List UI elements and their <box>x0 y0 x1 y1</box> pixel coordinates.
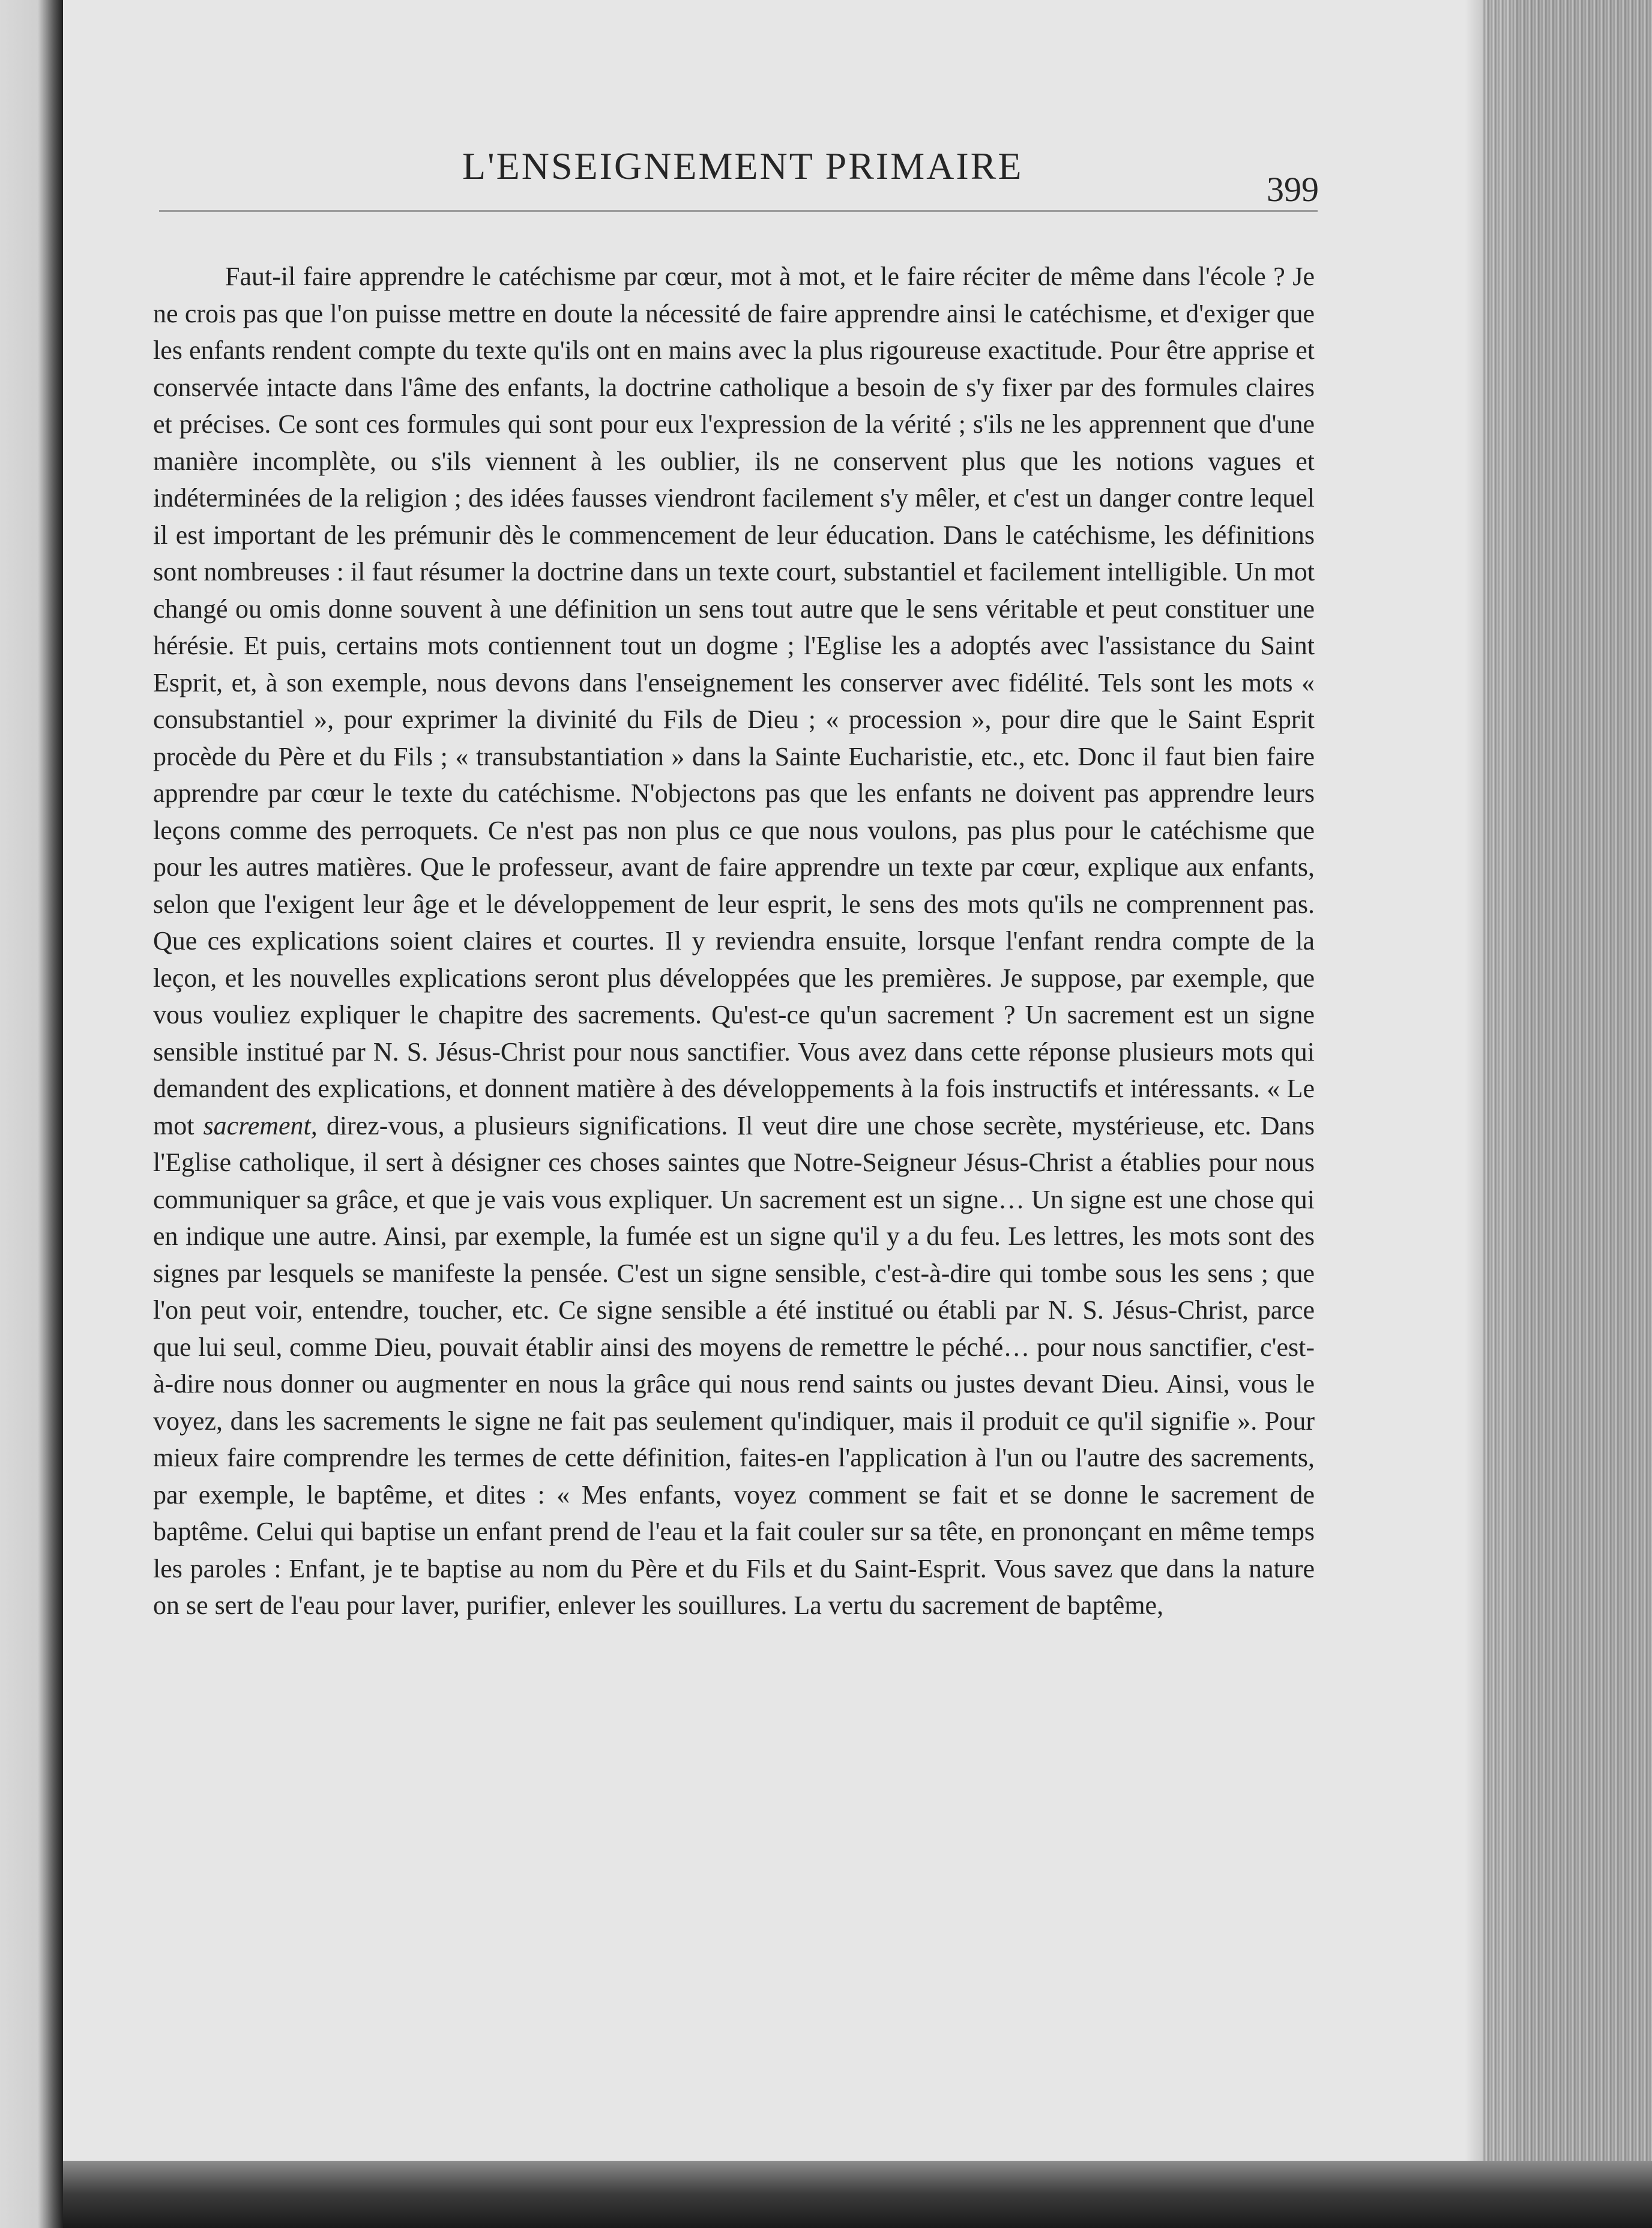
text-segment-2: direz-vous, a plusieurs significations. Il veut dire une chose secrète, mystérieuse, etc. Dans l'Eglise catholique, il sert à désigner ces choses saintes que Notre-Seigneur Jésus-Christ a établies pour nous communiquer sa grâce, et que je vais vous expliquer. Un sacrement est un signe… Un signe est une chose qui en indique une autre. Ainsi, par exemple, la fumée est un signe qu'il y a du feu. Les lettres, les mots sont des signes par lesquels se manifeste la pensée. C'est un signe sensible, c'est-à-dire qui tombe sous les sens ; que l'on peut voir, entendre, toucher, etc. Ce signe sensible a été institué ou établi par N. S. Jésus-Christ, parce que lui seul, comme Dieu, pouvait établir ainsi des moyens de remettre le péché… pour nous sanctifier, c'est-à-dire nous donner ou augmenter en nous la grâce qui nous rend saints ou justes devant Dieu. Ainsi, vous le voyez, dans les sacrements le signe ne fait pas seulement qu'indiquer, mais il produit ce qu'il signifie ». Pour mieux faire comprendre les termes de cette définition, faites-en l'application à l'un ou l'autre des sacrements, par exemple, le baptême, et dites : « Mes enfants, voyez comment se fait et se donne le sacrement de baptême. Celui qui baptise un enfant prend de l'eau et la fait couler sur sa tête, en prononçant en même temps les paroles : Enfant, je te baptise au nom du Père et du Fils et du Saint-Esprit. Vous savez que dans la nature on se sert de l'eau pour laver, purifier, enlever les souillures. La vertu du sacrement de baptême, <box>153 1110 1315 1620</box>
header-rule <box>159 210 1318 212</box>
page-edges <box>1483 0 1652 2228</box>
text-segment-1: Faut-il faire apprendre le catéchisme par cœur, mot à mot, et le faire réciter de même dans l'école ? Je ne crois pas que l'on puisse mettre en doute la nécessité de faire apprendre ainsi le catéchisme, et d'exiger que les enfants rendent compte du texte qu'ils ont en mains avec la plus rigoureuse exactitude. Pour être apprise et conservée intacte dans l'âme des enfants, la doctrine catholique a besoin de s'y fixer par des formules claires et précises. Ce sont ces formules qui sont pour eux l'expression de la vérité ; s'ils ne les apprennent que d'une manière incomplète, ou s'ils viennent à les oublier, ils ne conservent plus que les notions vagues et indéterminées de la religion ; des idées fausses viendront facilement s'y mêler, et c'est un danger contre lequel il est important de les prémunir dès le commencement de leur éducation. Dans le catéchisme, les définitions sont nombreuses : il faut résumer la doctrine dans un texte court, substantiel et facilement intelligible. Un mot changé ou omis donne souvent à une définition un sens tout autre que le sens véritable et peut constituer une hérésie. Et puis, certains mots contiennent tout un dogme ; l'Eglise les a adoptés avec l'assistance du Saint Esprit, et, à son exemple, nous devons dans l'enseignement les conserver avec fidélité. Tels sont les mots « consubstantiel », pour exprimer la divinité du Fils de Dieu ; « procession », pour dire que le Saint Esprit procède du Père et du Fils ; « transubstantiation » dans la Sainte Eucharistie, etc., etc. Donc il faut bien faire apprendre par cœur le texte du catéchisme. N'objectons pas que les enfants ne doivent pas apprendre leurs leçons comme des perroquets. Ce n'est pas non plus ce que nous voulons, pas plus pour le catéchisme que pour les autres matières. Que le professeur, avant de faire apprendre un texte par cœur, explique aux enfants, selon que l'exigent leur âge et le développement de leur esprit, le sens des mots qu'ils ne comprennent pas. Que ces explications soient claires et courtes. Il y reviendra ensuite, lorsque l'enfant rendra compte de la leçon, et les nouvelles explications seront plus développées que les premières. Je suppose, par exemple, que vous vouliez expliquer le chapitre des sacrements. Qu'est-ce qu'un sacrement ? Un sacrement est un signe sensible institué par N. S. Jésus-Christ pour nous sanctifier. Vous avez dans cette réponse plusieurs mots qui demandent des explications, et donnent matière à des développements à la fois instructifs et intéressants. « Le mot <box>153 262 1315 1140</box>
italic-word: sacrement, <box>203 1110 318 1140</box>
running-header: L'ENSEIGNEMENT PRIMAIRE <box>462 145 1023 187</box>
bottom-shadow <box>63 2161 1652 2228</box>
paragraph <box>153 258 1315 1624</box>
left-margin-strip <box>0 0 63 2228</box>
body-text <box>153 258 1315 1624</box>
page-number: 399 <box>1267 170 1319 209</box>
